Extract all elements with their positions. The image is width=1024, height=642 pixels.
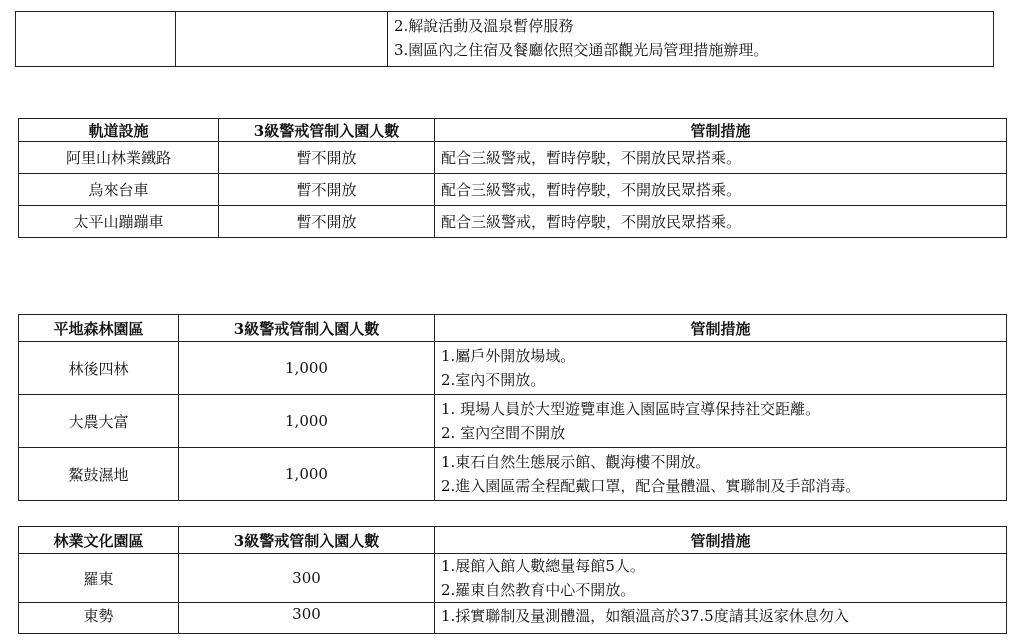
header-measures: 管制措施 [435, 527, 1007, 554]
measure-line: 3.園區內之住宿及餐廳依照交通部觀光局管理措施辦理。 [394, 41, 769, 59]
measure-line: 配合三級警戒，暫時停駛，不開放民眾搭乘。 [435, 142, 1007, 174]
measure-line: 2.進入園區需全程配戴口罩，配合量體溫、實聯制及手部消毒。 [441, 477, 861, 495]
header-park: 林業文化園區 [19, 527, 179, 554]
park-name: 羅東 [19, 554, 179, 603]
visitor-count: 暫不開放 [219, 174, 435, 206]
measure-line: 2.羅東自然教育中心不開放。 [441, 581, 636, 599]
empty-cell [176, 12, 388, 67]
measure-line: 1.展館入館人數總量每館5人。 [441, 557, 645, 575]
visitor-count: 300 [179, 603, 435, 634]
measures-cell [435, 448, 1007, 501]
park-name: 鰲鼓濕地 [19, 448, 179, 501]
rail-facilities-table [18, 118, 1007, 238]
measures-cell [435, 395, 1007, 448]
visitor-count: 1,000 [179, 448, 435, 501]
forestry-culture-table [18, 526, 1007, 634]
facility-name: 烏來台車 [19, 174, 219, 206]
table-row [19, 395, 1007, 448]
visitor-count: 300 [179, 554, 435, 603]
lowland-forest-table [18, 314, 1007, 501]
visitor-count: 1,000 [179, 342, 435, 395]
table-row [19, 342, 1007, 395]
header-count: 3級警戒管制入園人數 [179, 315, 435, 342]
measure-line: 1.東石自然生態展示館、觀海樓不開放。 [441, 453, 711, 471]
table-row [19, 142, 1007, 174]
header-row [19, 119, 1007, 142]
measure-line: 1.採實聯制及量測體溫，如額溫高於37.5度請其返家休息勿入 [435, 603, 1007, 634]
header-count: 3級警戒管制入園人數 [179, 527, 435, 554]
header-row [19, 315, 1007, 342]
measure-line: 1. 現場人員於大型遊覽車進入園區時宣導保持社交距離。 [441, 400, 821, 418]
header-row [19, 527, 1007, 554]
measures-cell [388, 12, 994, 67]
measures-cell [435, 554, 1007, 603]
measures-cell [435, 342, 1007, 395]
park-name: 東勢 [19, 603, 179, 634]
top-table [15, 11, 994, 67]
table-row [19, 174, 1007, 206]
header-count: 3級警戒管制入園人數 [219, 119, 435, 142]
header-measures: 管制措施 [435, 315, 1007, 342]
facility-name: 阿里山林業鐵路 [19, 142, 219, 174]
measure-line: 2.室內不開放。 [441, 371, 546, 389]
table-row [19, 554, 1007, 603]
visitor-count: 暫不開放 [219, 142, 435, 174]
measure-line: 2.解說活動及溫泉暫停服務 [394, 17, 574, 35]
table-row [16, 12, 994, 67]
park-name: 林後四林 [19, 342, 179, 395]
header-park: 平地森林園區 [19, 315, 179, 342]
measure-line: 配合三級警戒，暫時停駛，不開放民眾搭乘。 [435, 174, 1007, 206]
measure-line: 2. 室內空間不開放 [441, 424, 566, 442]
table-row [19, 603, 1007, 634]
table-row [19, 448, 1007, 501]
measure-line: 1.屬戶外開放場域。 [441, 347, 576, 365]
measure-line: 配合三級警戒，暫時停駛，不開放民眾搭乘。 [435, 206, 1007, 238]
visitor-count: 暫不開放 [219, 206, 435, 238]
visitor-count: 1,000 [179, 395, 435, 448]
header-measures: 管制措施 [435, 119, 1007, 142]
table-row [19, 206, 1007, 238]
park-name: 大農大富 [19, 395, 179, 448]
header-facility: 軌道設施 [19, 119, 219, 142]
empty-cell [16, 12, 176, 67]
facility-name: 太平山蹦蹦車 [19, 206, 219, 238]
